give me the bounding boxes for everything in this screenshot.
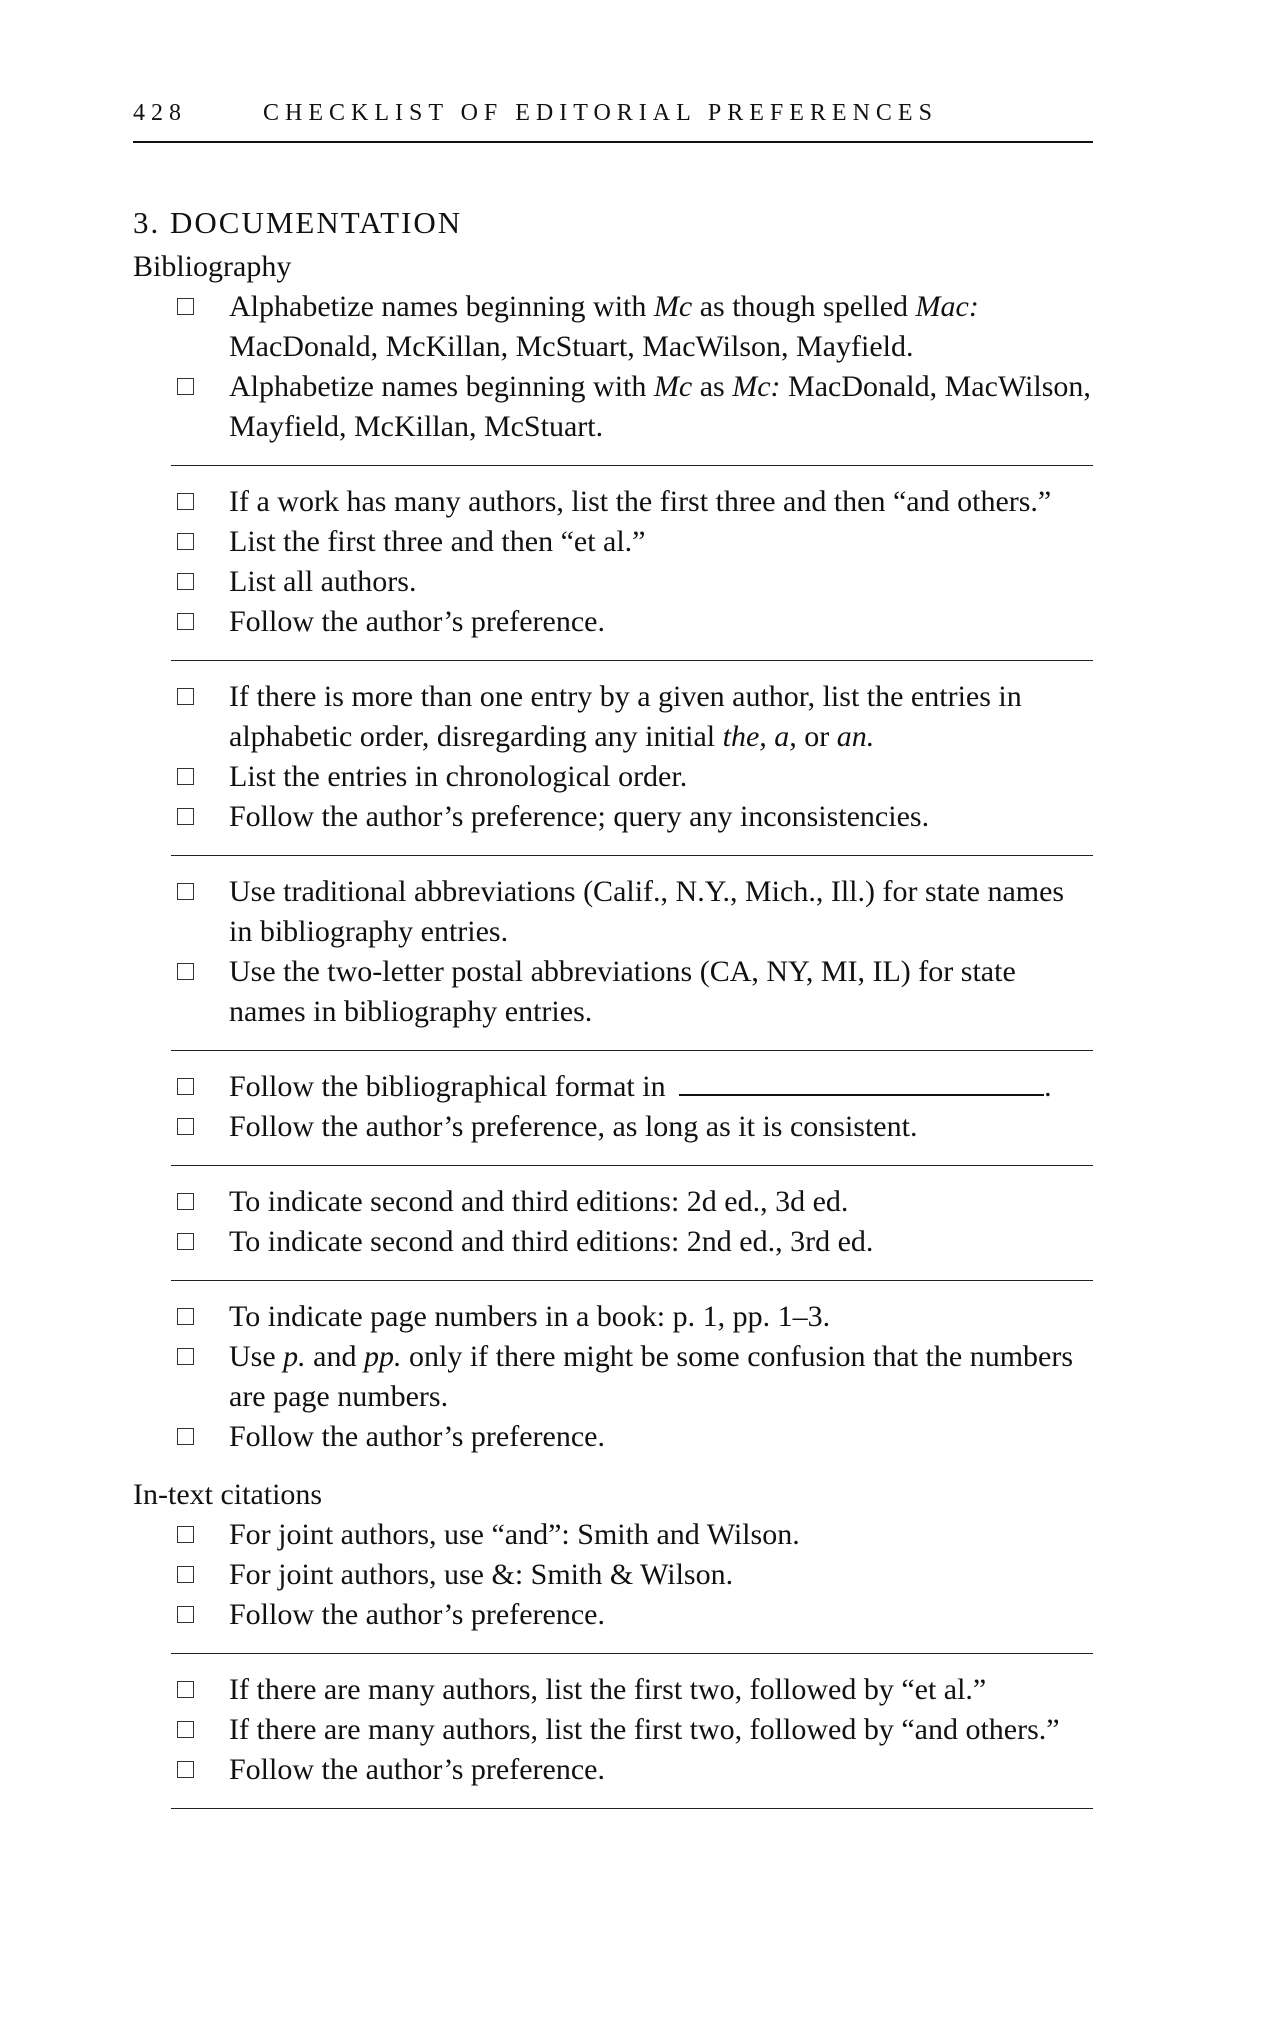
- checkbox[interactable]: [177, 378, 194, 395]
- checklist-item: [171, 1337, 1093, 1417]
- item-text: If there are many authors, list the first two, followed by “et al.”: [229, 1673, 987, 1706]
- item-text: If there are many authors, list the first two, followed by “and others.”: [229, 1713, 1060, 1746]
- checklist-group: [171, 855, 1093, 1032]
- item-text: List all authors.: [229, 565, 417, 598]
- checklist-item: [171, 1107, 1093, 1147]
- checkbox[interactable]: [177, 1118, 194, 1135]
- checkbox[interactable]: [177, 688, 194, 705]
- item-text: Follow the author’s preference.: [229, 1420, 605, 1453]
- section-title: 3. DOCUMENTATION: [133, 205, 463, 240]
- checkbox[interactable]: [177, 1308, 194, 1325]
- item-text: Follow the author’s preference; query any inconsistencies.: [229, 800, 930, 833]
- item-text: Follow the author’s preference.: [229, 1753, 605, 1786]
- item-text: Follow the author’s preference, as long as it is consistent.: [229, 1110, 918, 1143]
- checklist-item: [171, 1595, 1093, 1635]
- page-number: 428: [133, 100, 187, 126]
- checklist-group: [171, 1653, 1093, 1809]
- running-head: [133, 100, 1093, 143]
- item-text: Use traditional abbreviations (Calif., N.Y., Mich., Ill.) for state names in bibliography entries.: [229, 875, 1065, 948]
- item-text: If there is more than one entry by a given author, list the entries in alphabetic order, disregarding any initial the, a, or an.: [229, 680, 1022, 753]
- checkbox[interactable]: [177, 573, 194, 590]
- subhead-in-text-citations: In-text citations: [133, 1478, 323, 1511]
- checklist-item: [171, 1417, 1093, 1457]
- checklist-item: [171, 1182, 1093, 1222]
- item-text: List the first three and then “et al.”: [229, 525, 646, 558]
- checklist-item: [171, 757, 1093, 797]
- checklist-item: [171, 1750, 1093, 1790]
- checklist-group: [171, 1515, 1093, 1635]
- page: [133, 100, 1093, 1809]
- checkbox[interactable]: [177, 1428, 194, 1445]
- checkbox[interactable]: [177, 1526, 194, 1543]
- item-text: Alphabetize names beginning with Mc as though spelled Mac: MacDonald, McKillan, McStuart, MacWilson, Mayfield.: [229, 290, 979, 363]
- item-text: To indicate second and third editions: 2nd ed., 3rd ed.: [229, 1225, 874, 1258]
- checkbox[interactable]: [177, 963, 194, 980]
- checkbox[interactable]: [177, 493, 194, 510]
- item-text: If a work has many authors, list the first three and then “and others.”: [229, 485, 1052, 518]
- checklist-item: [171, 1297, 1093, 1337]
- item-text: Follow the bibliographical format in .: [229, 1070, 1052, 1103]
- bibliography-checklist: [133, 287, 1093, 1457]
- checkbox[interactable]: [177, 1606, 194, 1623]
- checklist-item: [171, 952, 1093, 1032]
- checkbox[interactable]: [177, 883, 194, 900]
- in-text-checklist: [133, 1515, 1093, 1809]
- checklist-item: [171, 522, 1093, 562]
- item-text: To indicate second and third editions: 2d ed., 3d ed.: [229, 1185, 849, 1218]
- checkbox[interactable]: [177, 1761, 194, 1778]
- checkbox[interactable]: [177, 1233, 194, 1250]
- checklist-item: [171, 1670, 1093, 1710]
- checklist-item: [171, 1710, 1093, 1750]
- fill-in-blank[interactable]: [679, 1068, 1044, 1096]
- checklist-group: [171, 1165, 1093, 1262]
- item-text: List the entries in chronological order.: [229, 760, 688, 793]
- checkbox[interactable]: [177, 1681, 194, 1698]
- item-text: Use p. and pp. only if there might be some confusion that the numbers are page numbers.: [229, 1340, 1074, 1413]
- checklist-item: [171, 1067, 1093, 1107]
- checklist-item: [171, 562, 1093, 602]
- item-text: Follow the author’s preference.: [229, 1598, 605, 1631]
- checklist-group: [171, 287, 1093, 447]
- checklist-item: [171, 1515, 1093, 1555]
- checklist-item: [171, 1222, 1093, 1262]
- checklist-group: [171, 660, 1093, 837]
- checklist-item: [171, 287, 1093, 367]
- checklist-item: [171, 677, 1093, 757]
- item-text: For joint authors, use “and”: Smith and Wilson.: [229, 1518, 800, 1551]
- checklist-group: [171, 1280, 1093, 1457]
- checklist-group: [171, 465, 1093, 642]
- checkbox[interactable]: [177, 613, 194, 630]
- checkbox[interactable]: [177, 768, 194, 785]
- running-title: CHECKLIST OF EDITORIAL PREFERENCES: [263, 100, 938, 126]
- checklist-item: [171, 1555, 1093, 1595]
- checkbox[interactable]: [177, 1566, 194, 1583]
- checkbox[interactable]: [177, 1348, 194, 1365]
- item-text: To indicate page numbers in a book: p. 1, pp. 1–3.: [229, 1300, 831, 1333]
- checkbox[interactable]: [177, 1193, 194, 1210]
- checklist-item: [171, 367, 1093, 447]
- item-text: For joint authors, use &: Smith & Wilson.: [229, 1558, 734, 1591]
- checklist-item: [171, 872, 1093, 952]
- subhead-bibliography: Bibliography: [133, 250, 292, 283]
- checkbox[interactable]: [177, 808, 194, 825]
- item-text: Use the two-letter postal abbreviations (CA, NY, MI, IL) for state names in bibliography entries.: [229, 955, 1016, 1028]
- checklist-item: [171, 797, 1093, 837]
- checkbox[interactable]: [177, 298, 194, 315]
- checkbox[interactable]: [177, 1721, 194, 1738]
- checklist-item: [171, 602, 1093, 642]
- checkbox[interactable]: [177, 1078, 194, 1095]
- item-text: Alphabetize names beginning with Mc as Mc: MacDonald, MacWilson, Mayfield, McKillan, McStuart.: [229, 370, 1091, 443]
- checklist-group: [171, 1050, 1093, 1147]
- checkbox[interactable]: [177, 533, 194, 550]
- item-text: Follow the author’s preference.: [229, 605, 605, 638]
- checklist-item: [171, 482, 1093, 522]
